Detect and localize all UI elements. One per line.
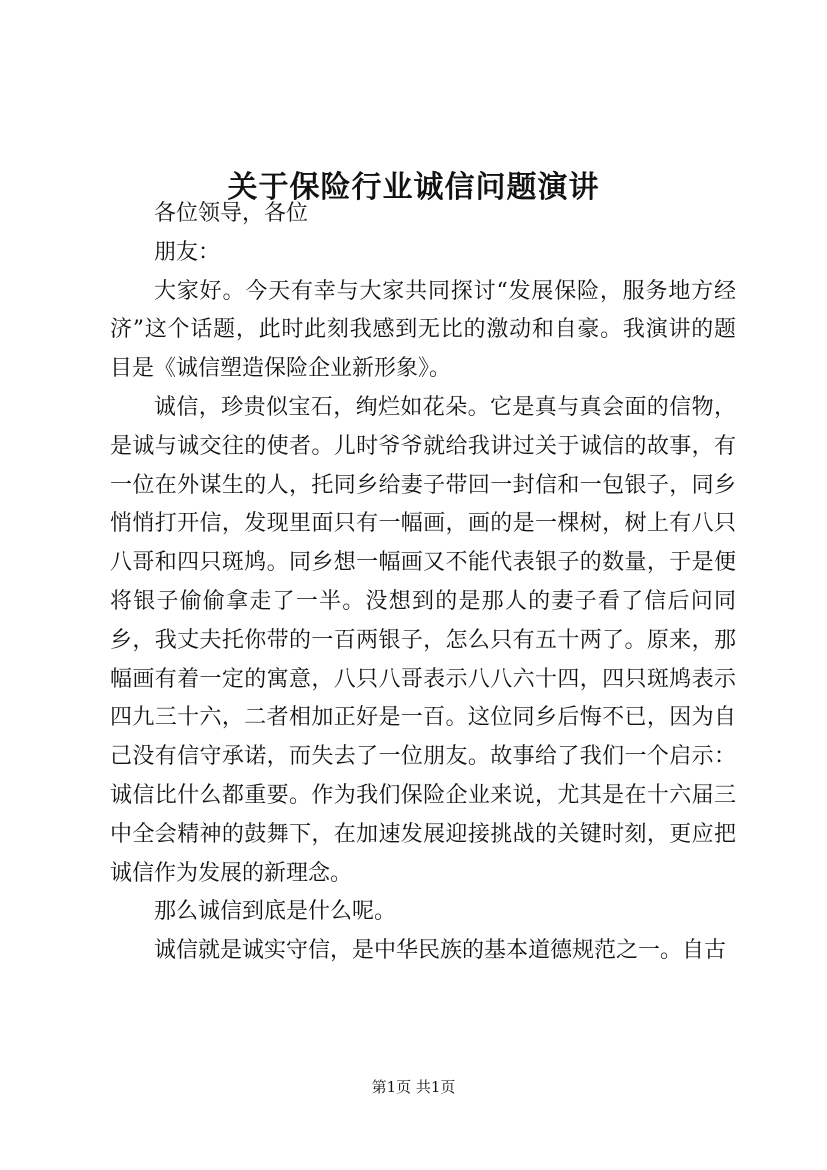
paragraph-greeting-1: 各位领导，各位 bbox=[154, 201, 309, 226]
document-body bbox=[110, 195, 736, 971]
paragraph-greeting-2: 朋友： bbox=[154, 239, 221, 265]
paragraph-story: 诚信，珍贵似宝石，绚烂如花朵。它是真与真会面的信物，是诚与诚交往的使者。儿时爷爷就给我讲过关于诚信的故事，有一位在外谋生的人，托同乡给妻子带回一封信和一包银子，同乡悄悄打开信，发现里面只有一幅画，画的是一棵树，树上有八只八哥和四只斑鸠。同乡想一幅画又不能代表银子的数量，于是便将银子偷偷拿走了一半。没想到的是那人的妻子看了信后问同乡，我丈夫托你带的一百两银子，怎么只有五十两了。原来，那幅画有着一定的寓意，八只八哥表示八八六十四，四只斑鸠表示四九三十六，二者相加正好是一百。这位同乡后悔不已，因为自己没有信守承诺，而失去了一位朋友。故事给了我们一个启示：诚信比什么都重要。作为我们保险企业来说，尤其是在十六届三中全会精神的鼓舞下，在加速发展迎接挑战的关键时刻，更应把诚信作为发展的新理念。 bbox=[110, 394, 736, 886]
paragraph-question: 那么诚信到底是什么呢。 bbox=[154, 899, 397, 925]
paragraph-intro: 大家好。今天有幸与大家共同探讨“发展保险，服务地方经济”这个话题，此时此刻我感到无比的激动和自豪。我演讲的题目是《诚信塑造保险企业新形象》。 bbox=[110, 278, 736, 382]
document-title: 关于保险行业诚信问题演讲 bbox=[227, 170, 600, 206]
page-footer: 第1页 共1页 bbox=[371, 1078, 456, 1096]
paragraph-definition: 诚信就是诚实守信，是中华民族的基本道德规范之一。自古 bbox=[154, 938, 727, 964]
